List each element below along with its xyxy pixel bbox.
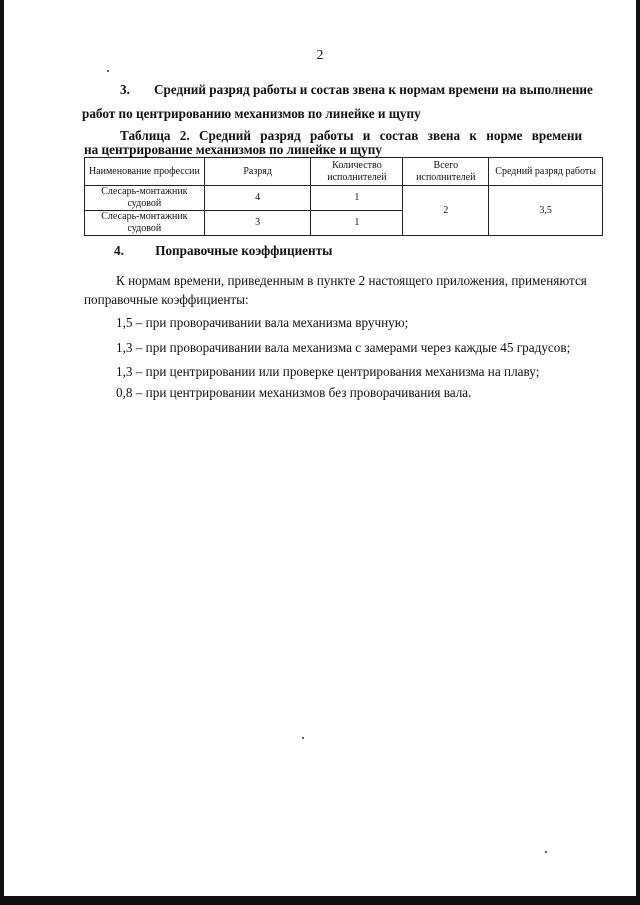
header-grade: Разряд (204, 158, 311, 186)
cell-grade: 3 (204, 211, 311, 236)
header-average-grade: Средний разряд работы (489, 158, 603, 186)
cell-grade: 4 (204, 186, 311, 211)
table-header-row (85, 158, 603, 186)
scan-speck (107, 70, 109, 72)
cell-total: 2 (403, 186, 489, 236)
scan-edge-right (636, 0, 640, 905)
table-caption (84, 129, 601, 157)
coefficient-item: 0,8 – при центрировании механизмов без проворачивания вала. (116, 385, 472, 400)
coefficient-item: 1,3 – при проворачивании вала механизма с замерами через каждые 45 градусов; (116, 340, 571, 355)
cell-count: 1 (311, 211, 403, 236)
section-3-title-line2: работ по центрированию механизмов по линейке и щупу (82, 106, 421, 121)
section-4-intro-line1: К нормам времени, приведенным в пункте 2 настоящего приложения, применяются (116, 273, 587, 288)
scan-speck (545, 851, 547, 853)
crew-table (84, 157, 603, 236)
scan-speck (302, 737, 304, 739)
coefficient-item: 1,5 – при проворачивании вала механизма вручную; (116, 315, 409, 330)
scan-edge-left (0, 0, 4, 905)
section-4-number: 4. (114, 243, 124, 258)
table-caption-line2: на центрирование механизмов по линейке и щупу (84, 142, 382, 157)
cell-profession: Слесарь-монтажник судовой (85, 186, 205, 211)
header-total: Всего исполнителей (403, 158, 489, 186)
coefficient-item: 1,3 – при центрировании или проверке центрирования механизма на плаву; (116, 364, 540, 379)
section-3-number: 3. (120, 82, 130, 97)
table-caption-line1: Таблица 2. Средний разряд работы и состав звена к норме времени (120, 128, 583, 143)
scan-edge-bottom (0, 896, 640, 905)
section-4-intro-line2: поправочные коэффициенты: (84, 292, 249, 307)
section-4-heading (114, 243, 332, 259)
header-count: Количество исполнителей (311, 158, 403, 186)
table-row (85, 186, 603, 211)
header-profession: Наименование профессии (85, 158, 205, 186)
cell-average-grade: 3,5 (489, 186, 603, 236)
section-3-title-line1: Средний разряд работы и состав звена к нормам времени на выполнение (154, 82, 593, 97)
cell-count: 1 (311, 186, 403, 211)
cell-profession: Слесарь-монтажник судовой (85, 211, 205, 236)
section-4-title: Поправочные коэффициенты (155, 243, 333, 258)
page-number: 2 (316, 48, 324, 63)
